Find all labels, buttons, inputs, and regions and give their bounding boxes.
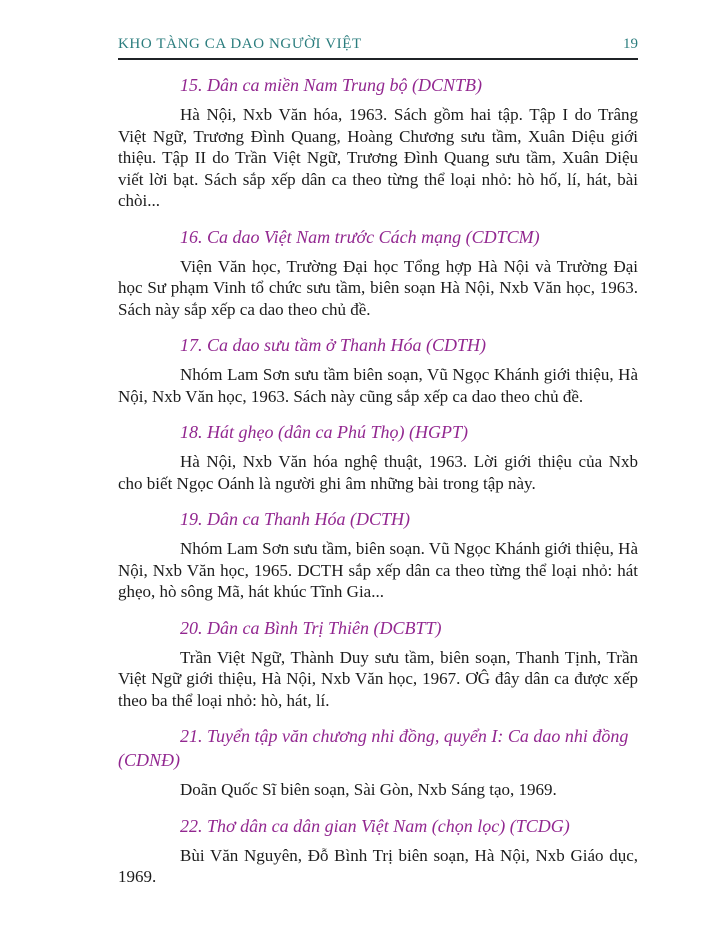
bibliography-entry bbox=[118, 333, 638, 407]
entry-heading: 19. Dân ca Thanh Hóa (DCTH) bbox=[180, 509, 411, 529]
page-number: 19 bbox=[623, 36, 638, 52]
entry-body: Hà Nội, Nxb Văn hóa, 1963. Sách gồm hai tập. Tập I do Trâng Việt Ngữ, Trương Đình Quang, Hoàng Chương sưu tầm, Xuân Diệu giới thiệu. Tập II do Trần Việt Ngữ, Trương Đình Quang sưu tầm, Xuân Diệu viết lời bạt. Sách sắp xếp dân ca theo từng thể loại nhỏ: hò hố, lí, hát, bài chòi... bbox=[118, 105, 638, 210]
bibliography-entry bbox=[118, 814, 638, 888]
entry-body: Hà Nội, Nxb Văn hóa nghệ thuật, 1963. Lời giới thiệu của Nxb cho biết Ngọc Oánh là người ghi âm những bài trong tập này. bbox=[118, 452, 638, 493]
bibliography-entry bbox=[118, 420, 638, 494]
entry-heading: 20. Dân ca Bình Trị Thiên (DCBTT) bbox=[180, 617, 442, 638]
entry-body: Viện Văn học, Trường Đại học Tổng hợp Hà Nội và Trường Đại học Sư phạm Vinh tổ chức sưu tầm, biên soạn Hà Nội, Nxb Văn học, 1963. Sách này sắp xếp ca dao theo chủ đề. bbox=[118, 256, 638, 319]
entry-body: Bùi Văn Nguyên, Đỗ Bình Trị biên soạn, Hà Nội, Nxb Giáo dục, 1969. bbox=[118, 845, 638, 886]
entry-heading: 22. Thơ dân ca dân gian Việt Nam (chọn lọc) (TCDG) bbox=[180, 815, 570, 836]
bibliography-entry bbox=[118, 225, 638, 321]
entry-body: Nhóm Lam Sơn sưu tầm biên soạn, Vũ Ngọc Khánh giới thiệu, Hà Nội, Nxb Văn học, 1963. Sách này cũng sắp xếp ca dao theo chủ đề. bbox=[118, 365, 638, 406]
entry-body: Doãn Quốc Sĩ biên soạn, Sài Gòn, Nxb Sáng tạo, 1969. bbox=[180, 780, 557, 799]
entry-body: Nhóm Lam Sơn sưu tầm, biên soạn. Vũ Ngọc Khánh giới thiệu, Hà Nội, Nxb Văn học, 1965. DCTH sắp xếp dân ca theo từng thể loại nhỏ: hát ghẹo, hò sông Mã, hát khúc Tĩnh Gia... bbox=[118, 539, 638, 601]
entry-heading: 18. Hát ghẹo (dân ca Phú Thọ) (HGPT) bbox=[180, 422, 468, 442]
entry-heading: 15. Dân ca miền Nam Trung bộ (DCNTB) bbox=[180, 75, 483, 95]
bibliography-entry bbox=[118, 616, 638, 712]
entry-heading: 16. Ca dao Việt Nam trước Cách mạng (CDTCM) bbox=[180, 226, 540, 247]
entry-heading: 21. Tuyển tập văn chương nhi đồng, quyển I: Ca dao nhi đồng (CDNĐ) bbox=[118, 726, 629, 770]
bibliography-entry bbox=[118, 507, 638, 603]
running-header-title: KHO TÀNG CA DAO NGƯỜI VIỆT bbox=[118, 36, 362, 52]
bibliography-list bbox=[118, 73, 638, 888]
entry-body: Trần Việt Ngữ, Thành Duy sưu tầm, biên soạn, Thanh Tịnh, Trần Việt Ngữ giới thiệu, Hà Nội, Nxb Văn học, 1967. ƠĜ đây dân ca được xếp theo ba thể loại nhỏ: hò, hát, lí. bbox=[118, 647, 638, 710]
bibliography-entry bbox=[118, 724, 638, 801]
entry-heading: 17. Ca dao sưu tầm ở Thanh Hóa (CDTH) bbox=[180, 335, 486, 355]
running-header bbox=[118, 36, 638, 60]
bibliography-entry bbox=[118, 73, 638, 212]
